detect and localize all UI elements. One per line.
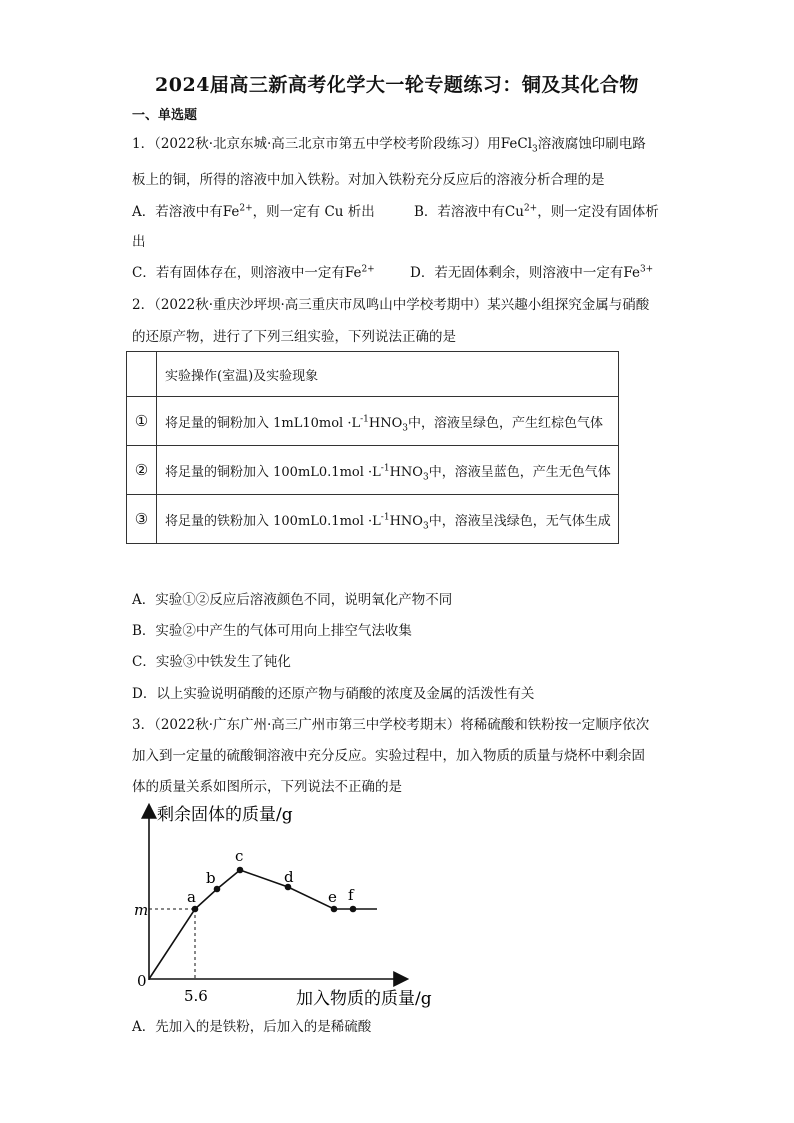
- point-f: [350, 906, 357, 913]
- q1-option-c: C．若有固体存在，则溶液中一定有$Fe^{2+}$: [132, 264, 375, 281]
- origin-label: 0: [137, 972, 147, 990]
- x-axis-label: 加入物质的质量/g: [296, 989, 432, 1008]
- q1-stem-line1: 1．（2022秋·北京东城·高三北京市第五中学校考阶段练习）用FeCl$_3$溶液腐蚀印刷电路: [132, 136, 646, 155]
- q1-option-d: D．若无固体剩余，则溶液中一定有$Fe^{3+}$: [410, 264, 654, 281]
- row-number: ③: [127, 495, 157, 544]
- q2-option-c: C．实验③中铁发生了钝化: [132, 654, 291, 670]
- experiment-table: [126, 351, 619, 544]
- table-cell: [127, 352, 157, 397]
- q1-option-a: A．若溶液中有$Fe^{2+}$，则一定有 Cu 析出: [132, 203, 375, 220]
- table-header: 实验操作(室温)及实验现象: [157, 352, 619, 397]
- q2-option-d: D．以上实验说明硝酸的还原产物与硝酸的浓度及金属的活泼性有关: [132, 686, 535, 702]
- point-label-c: c: [235, 847, 244, 865]
- page-title: 2024届高三新高考化学大一轮专题练习：铜及其化合物: [155, 74, 639, 96]
- q3-stem-line1: 3．（2022秋·广东广州·高三广州市第三中学校考期末）将稀硫酸和铁粉按一定顺序依次: [132, 717, 650, 733]
- row-number: ①: [127, 397, 157, 446]
- table-row: [127, 495, 619, 544]
- row-text: 将足量的铜粉加入 $1mL10mol \cdot L^{-1}HNO_3$中，溶液呈绿色，产生红棕色气体: [157, 397, 619, 446]
- point-a: [192, 906, 199, 913]
- point-label-d: d: [284, 868, 294, 886]
- table-row: [127, 446, 619, 495]
- row-number: ②: [127, 446, 157, 495]
- row-text: 将足量的铁粉加入 $100mL0.1mol \cdot L^{-1}HNO_3$中，溶液呈浅绿色，无气体生成: [157, 495, 619, 544]
- q1-stem-line2: 板上的铜，所得的溶液中加入铁粉。对加入铁粉充分反应后的溶液分析合理的是: [132, 172, 605, 188]
- y-tick-label: m: [134, 901, 149, 919]
- q1-option-b: B．若溶液中有$Cu^{2+}$，则一定没有固体析: [414, 203, 659, 220]
- q2-option-a: A．实验①②反应后溶液颜色不同，说明氧化产物不同: [132, 592, 453, 608]
- q1-option-b-cont: 出: [132, 234, 146, 250]
- section-heading: 一、单选题: [132, 108, 198, 123]
- point-e: [331, 906, 338, 913]
- x-tick-label: 5.6: [184, 987, 208, 1005]
- mass-graph: [128, 798, 458, 1008]
- q3-option-a: A．先加入的是铁粉，后加入的是稀硫酸: [132, 1019, 372, 1035]
- row-text: 将足量的铜粉加入 $100mL0.1mol \cdot L^{-1}HNO_3$中，溶液呈蓝色，产生无色气体: [157, 446, 619, 495]
- point-c: [237, 867, 244, 874]
- table-row: [127, 397, 619, 446]
- point-label-a: a: [187, 888, 196, 906]
- q3-stem-line2: 加入到一定量的硫酸铜溶液中充分反应。实验过程中，加入物质的质量与烧杯中剩余固: [132, 748, 645, 764]
- point-label-e: e: [328, 888, 337, 906]
- q2-stem-line2: 的还原产物，进行了下列三组实验，下列说法正确的是: [132, 329, 456, 345]
- q3-stem-line3: 体的质量关系如图所示，下列说法不正确的是: [132, 779, 402, 795]
- y-axis-label: 剩余固体的质量/g: [157, 805, 293, 825]
- q2-option-b: B．实验②中产生的气体可用向上排空气法收集: [132, 623, 412, 639]
- mass-curve: [149, 870, 377, 979]
- point-label-b: b: [206, 869, 216, 887]
- point-label-f: f: [348, 886, 354, 904]
- table-header-row: [127, 352, 619, 397]
- q2-stem-line1: 2．（2022秋·重庆沙坪坝·高三重庆市凤鸣山中学校考期中）某兴趣小组探究金属与硝酸: [132, 297, 650, 313]
